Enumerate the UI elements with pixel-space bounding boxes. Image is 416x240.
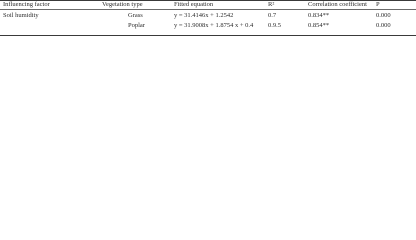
row1-r2: 0.7: [268, 12, 277, 19]
bottom-rule: [0, 35, 416, 36]
row1-vegetation: Grass: [128, 12, 143, 19]
row2-vegetation: Poplar: [128, 22, 145, 29]
header-fitted-equation: Fitted equation: [174, 1, 214, 8]
row2-r2: 0.9.5: [268, 22, 281, 29]
data-table: [0, 0, 416, 36]
header-influencing-factor: Influencing factor: [3, 1, 50, 8]
header-correlation-coefficient: Correlation coefficient: [308, 1, 367, 8]
row1-equation: y = 31.4146x + 1.2542: [174, 12, 234, 19]
row1-factor: Soil humidity: [3, 12, 39, 19]
header-p: P: [376, 1, 380, 8]
header-r2: R²: [268, 1, 275, 8]
header-vegetation-type: Vegetation type: [102, 1, 143, 8]
row2-correlation: 0.854**: [308, 22, 330, 29]
row2-equation: y = 31.9008x + 1.8754 x + 0.4: [174, 22, 254, 29]
row2-p: 0.000: [376, 22, 391, 29]
row1-p: 0.000: [376, 12, 391, 19]
row1-correlation: 0.834**: [308, 12, 330, 19]
header-rule: [0, 9, 416, 10]
